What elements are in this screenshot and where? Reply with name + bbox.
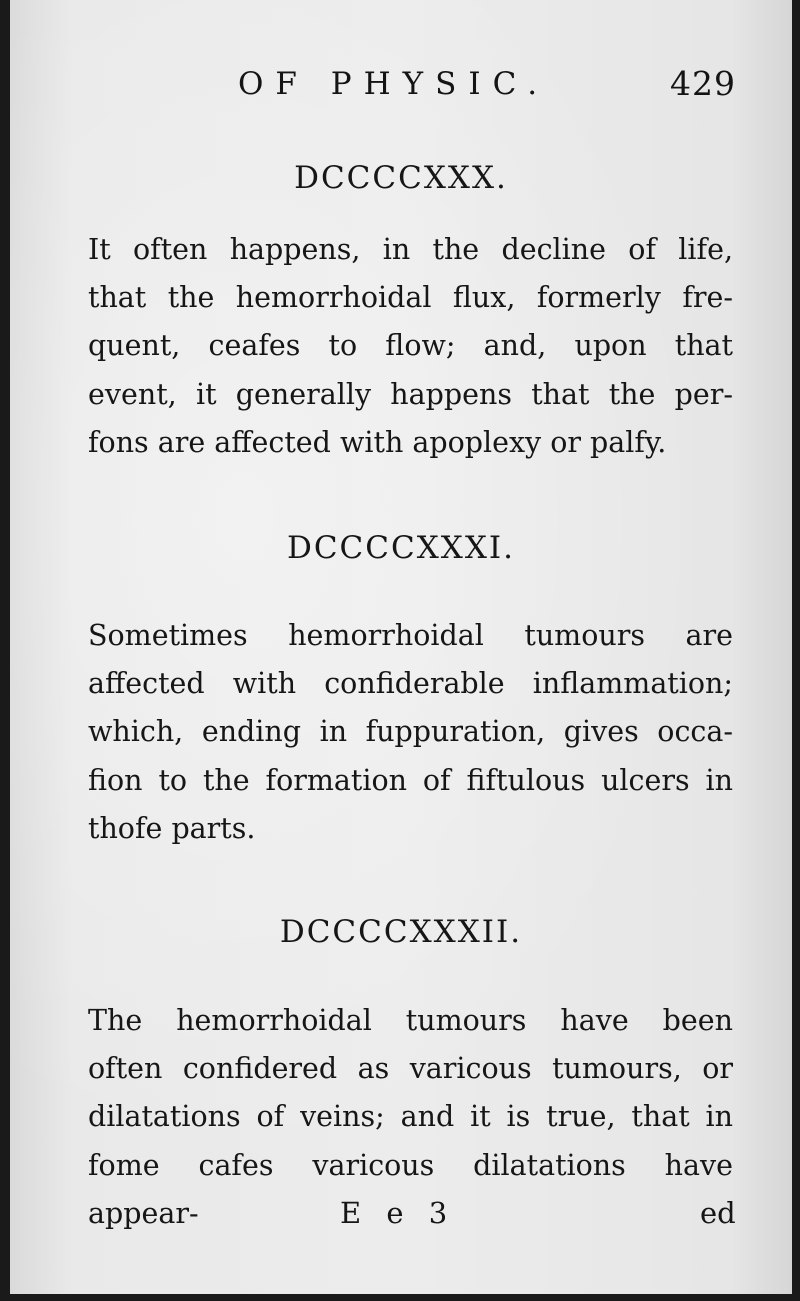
text-line: fons are affected with apoplexy or palfy. [88, 425, 667, 459]
text-line: thofe parts. [88, 811, 256, 845]
text-line: Sometimes hemorrhoidal tumours are [88, 619, 733, 652]
text-line: It often happens, in the decline of life, [88, 233, 733, 266]
text-line: The hemorrhoidal tumours have been [88, 1004, 733, 1037]
section-heading: DCCCCXXX. [294, 160, 508, 196]
text-line: fome cafes varicous dilatations have appear- [88, 1148, 733, 1230]
paragraph [88, 226, 733, 467]
book-page [10, 0, 792, 1294]
text-line: affected with confiderable inflammation; [88, 667, 733, 701]
section-heading: DCCCCXXXII. [279, 914, 523, 950]
page-footer [10, 1196, 792, 1236]
text-line: event, it generally happens that the per- [88, 377, 733, 411]
text-line: quent, ceafes to flow; and, upon that [88, 329, 733, 363]
running-title: OF PHYSIC. [238, 66, 550, 102]
signature-mark: E e 3 [340, 1196, 456, 1230]
text-line: fion to the formation of fiftulous ulcers in [88, 763, 733, 797]
text-line: often confidered as varicous tumours, or [88, 1052, 733, 1086]
catchword: ed [700, 1196, 736, 1230]
paragraph [88, 612, 733, 853]
text-line: which, ending in fuppuration, gives occa- [88, 715, 733, 749]
text-line: that the hemorrhoidal flux, formerly fre- [88, 281, 733, 315]
page-header [10, 66, 792, 110]
section-heading: DCCCCXXXI. [286, 530, 516, 566]
text-line: dilatations of veins; and it is true, that in [88, 1100, 733, 1134]
page-number: 429 [670, 64, 736, 103]
